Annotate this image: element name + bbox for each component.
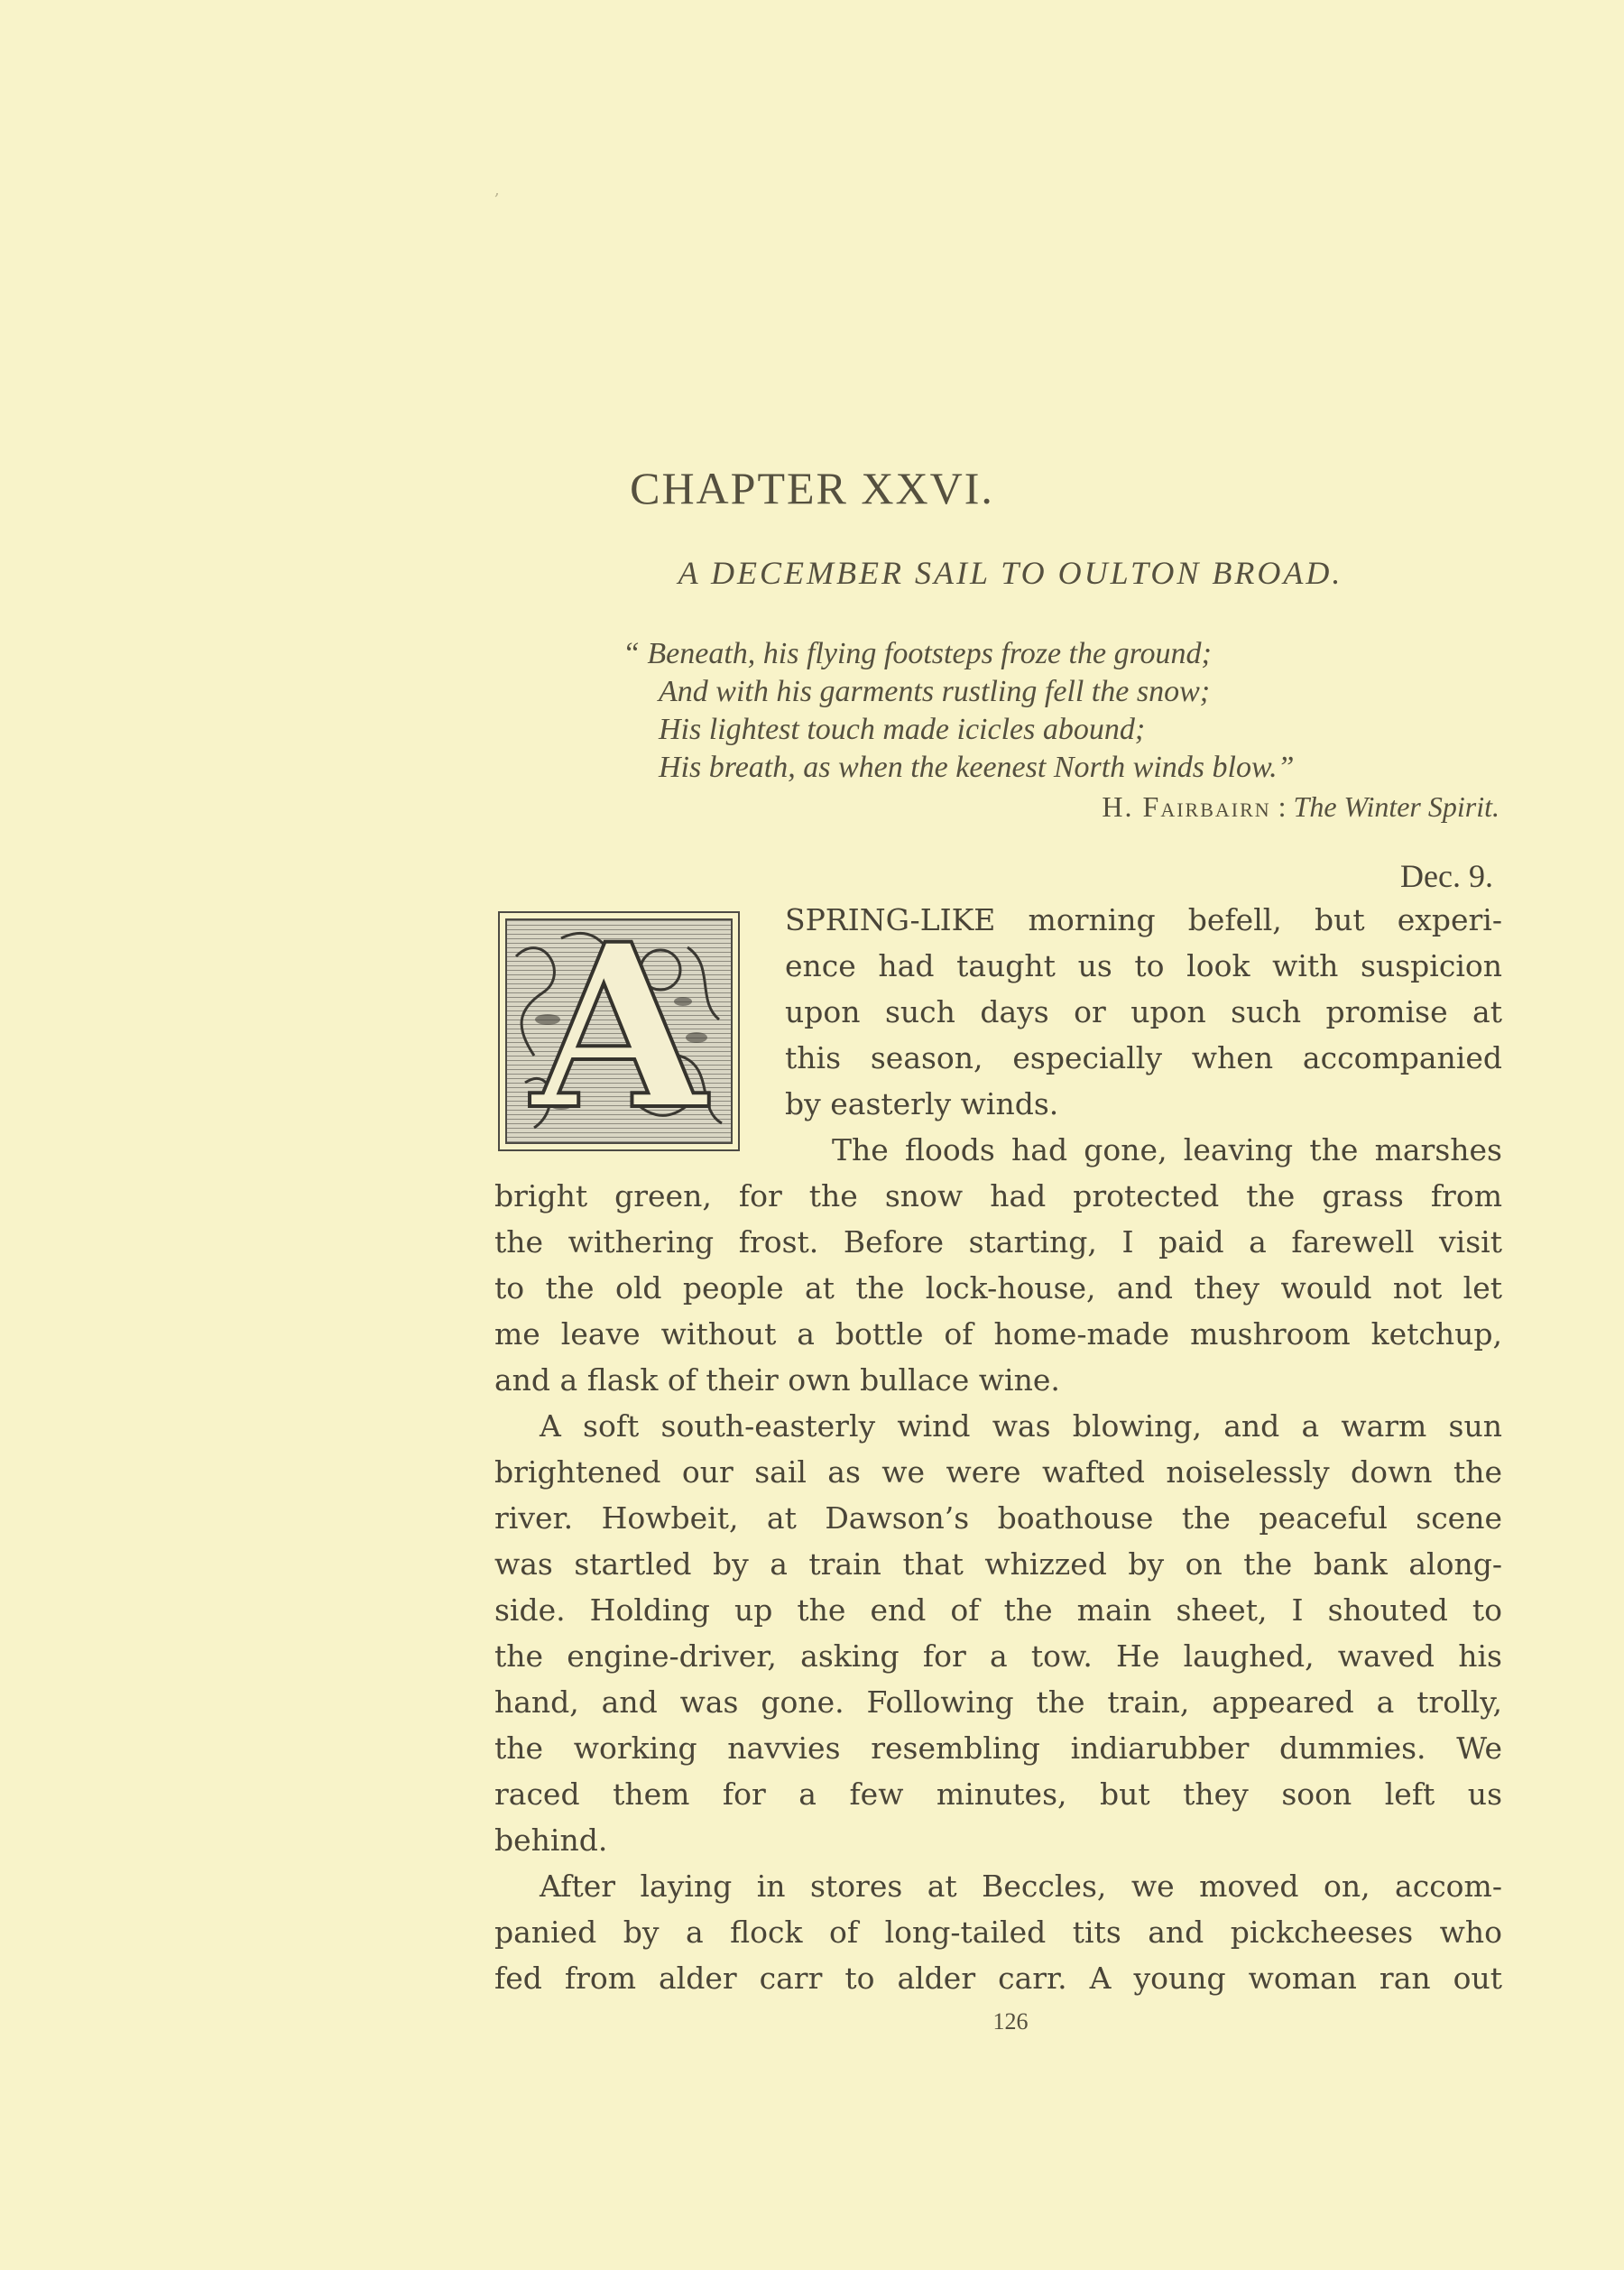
body-line: hand, and was gone. Following the train, appeared a trolly, xyxy=(494,1684,1502,1720)
drop-cap-letter: A xyxy=(531,918,706,1144)
page-number: 126 xyxy=(992,2008,1029,2035)
page-speck: , xyxy=(494,180,500,199)
body-line: the withering frost. Before starting, I paid a farewell visit xyxy=(494,1224,1502,1260)
body-line: was startled by a train that whizzed by on the bank along- xyxy=(494,1546,1502,1582)
body-line: After laying in stores at Beccles, we moved on, accom- xyxy=(540,1869,1502,1904)
epigraph-line: His lightest touch made icicles abound; xyxy=(659,713,1146,746)
body-line: raced them for a few minutes, but they soon left us xyxy=(494,1776,1502,1812)
body-line: A soft south-easterly wind was blowing, and a warm sun xyxy=(540,1408,1502,1444)
body-line: river. Howbeit, at Dawson’s boathouse the peaceful scene xyxy=(494,1500,1502,1536)
body-line: the working navvies resembling indiarubber dummies. We xyxy=(494,1730,1502,1766)
epigraph-line: His breath, as when the keenest North winds blow.” xyxy=(659,751,1295,784)
body-line: fed from alder carr to alder carr. A young woman ran out xyxy=(494,1961,1502,1996)
body-line: the engine-driver, asking for a tow. He laughed, waved his xyxy=(494,1638,1502,1674)
body-line: upon such days or upon such promise at xyxy=(785,994,1502,1029)
body-line: bright green, for the snow had protected the grass from xyxy=(494,1178,1502,1213)
epigraph-line: And with his garments rustling fell the snow; xyxy=(659,675,1211,708)
epigraph-work: The Winter Spirit. xyxy=(1293,790,1499,823)
body-line: panied by a flock of long-tailed tits and pickcheeses who xyxy=(494,1915,1502,1950)
body-line: this season, especially when accompanied xyxy=(785,1040,1502,1075)
body-line: to the old people at the lock-house, and they would not let xyxy=(494,1270,1502,1306)
attribution-separator: : xyxy=(1270,790,1294,823)
body-line: The floods had gone, leaving the marshes xyxy=(832,1132,1502,1167)
body-line: brightened our sail as we were wafted noiselessly down the xyxy=(494,1454,1502,1490)
epigraph-author: H. Fairbairn xyxy=(1102,790,1271,823)
body-line: and a flask of their own bullace wine. xyxy=(494,1362,1060,1398)
chapter-subtitle: A DECEMBER SAIL TO OULTON BROAD. xyxy=(678,555,1343,591)
body-line: behind. xyxy=(494,1822,608,1858)
body-line: me leave without a bottle of home-made mushroom ketchup, xyxy=(494,1316,1502,1352)
chapter-title: CHAPTER XXVI. xyxy=(630,463,994,513)
body-line: side. Holding up the end of the main sheet, I shouted to xyxy=(494,1592,1502,1628)
body-line: ence had taught us to look with suspicion xyxy=(785,948,1502,983)
body-line: SPRING-LIKE morning befell, but experi- xyxy=(785,902,1502,937)
epigraph-line: “ Beneath, his flying footsteps froze the ground; xyxy=(623,637,1212,670)
body-line: by easterly winds. xyxy=(785,1086,1059,1121)
entry-date: Dec. 9. xyxy=(1400,858,1493,894)
